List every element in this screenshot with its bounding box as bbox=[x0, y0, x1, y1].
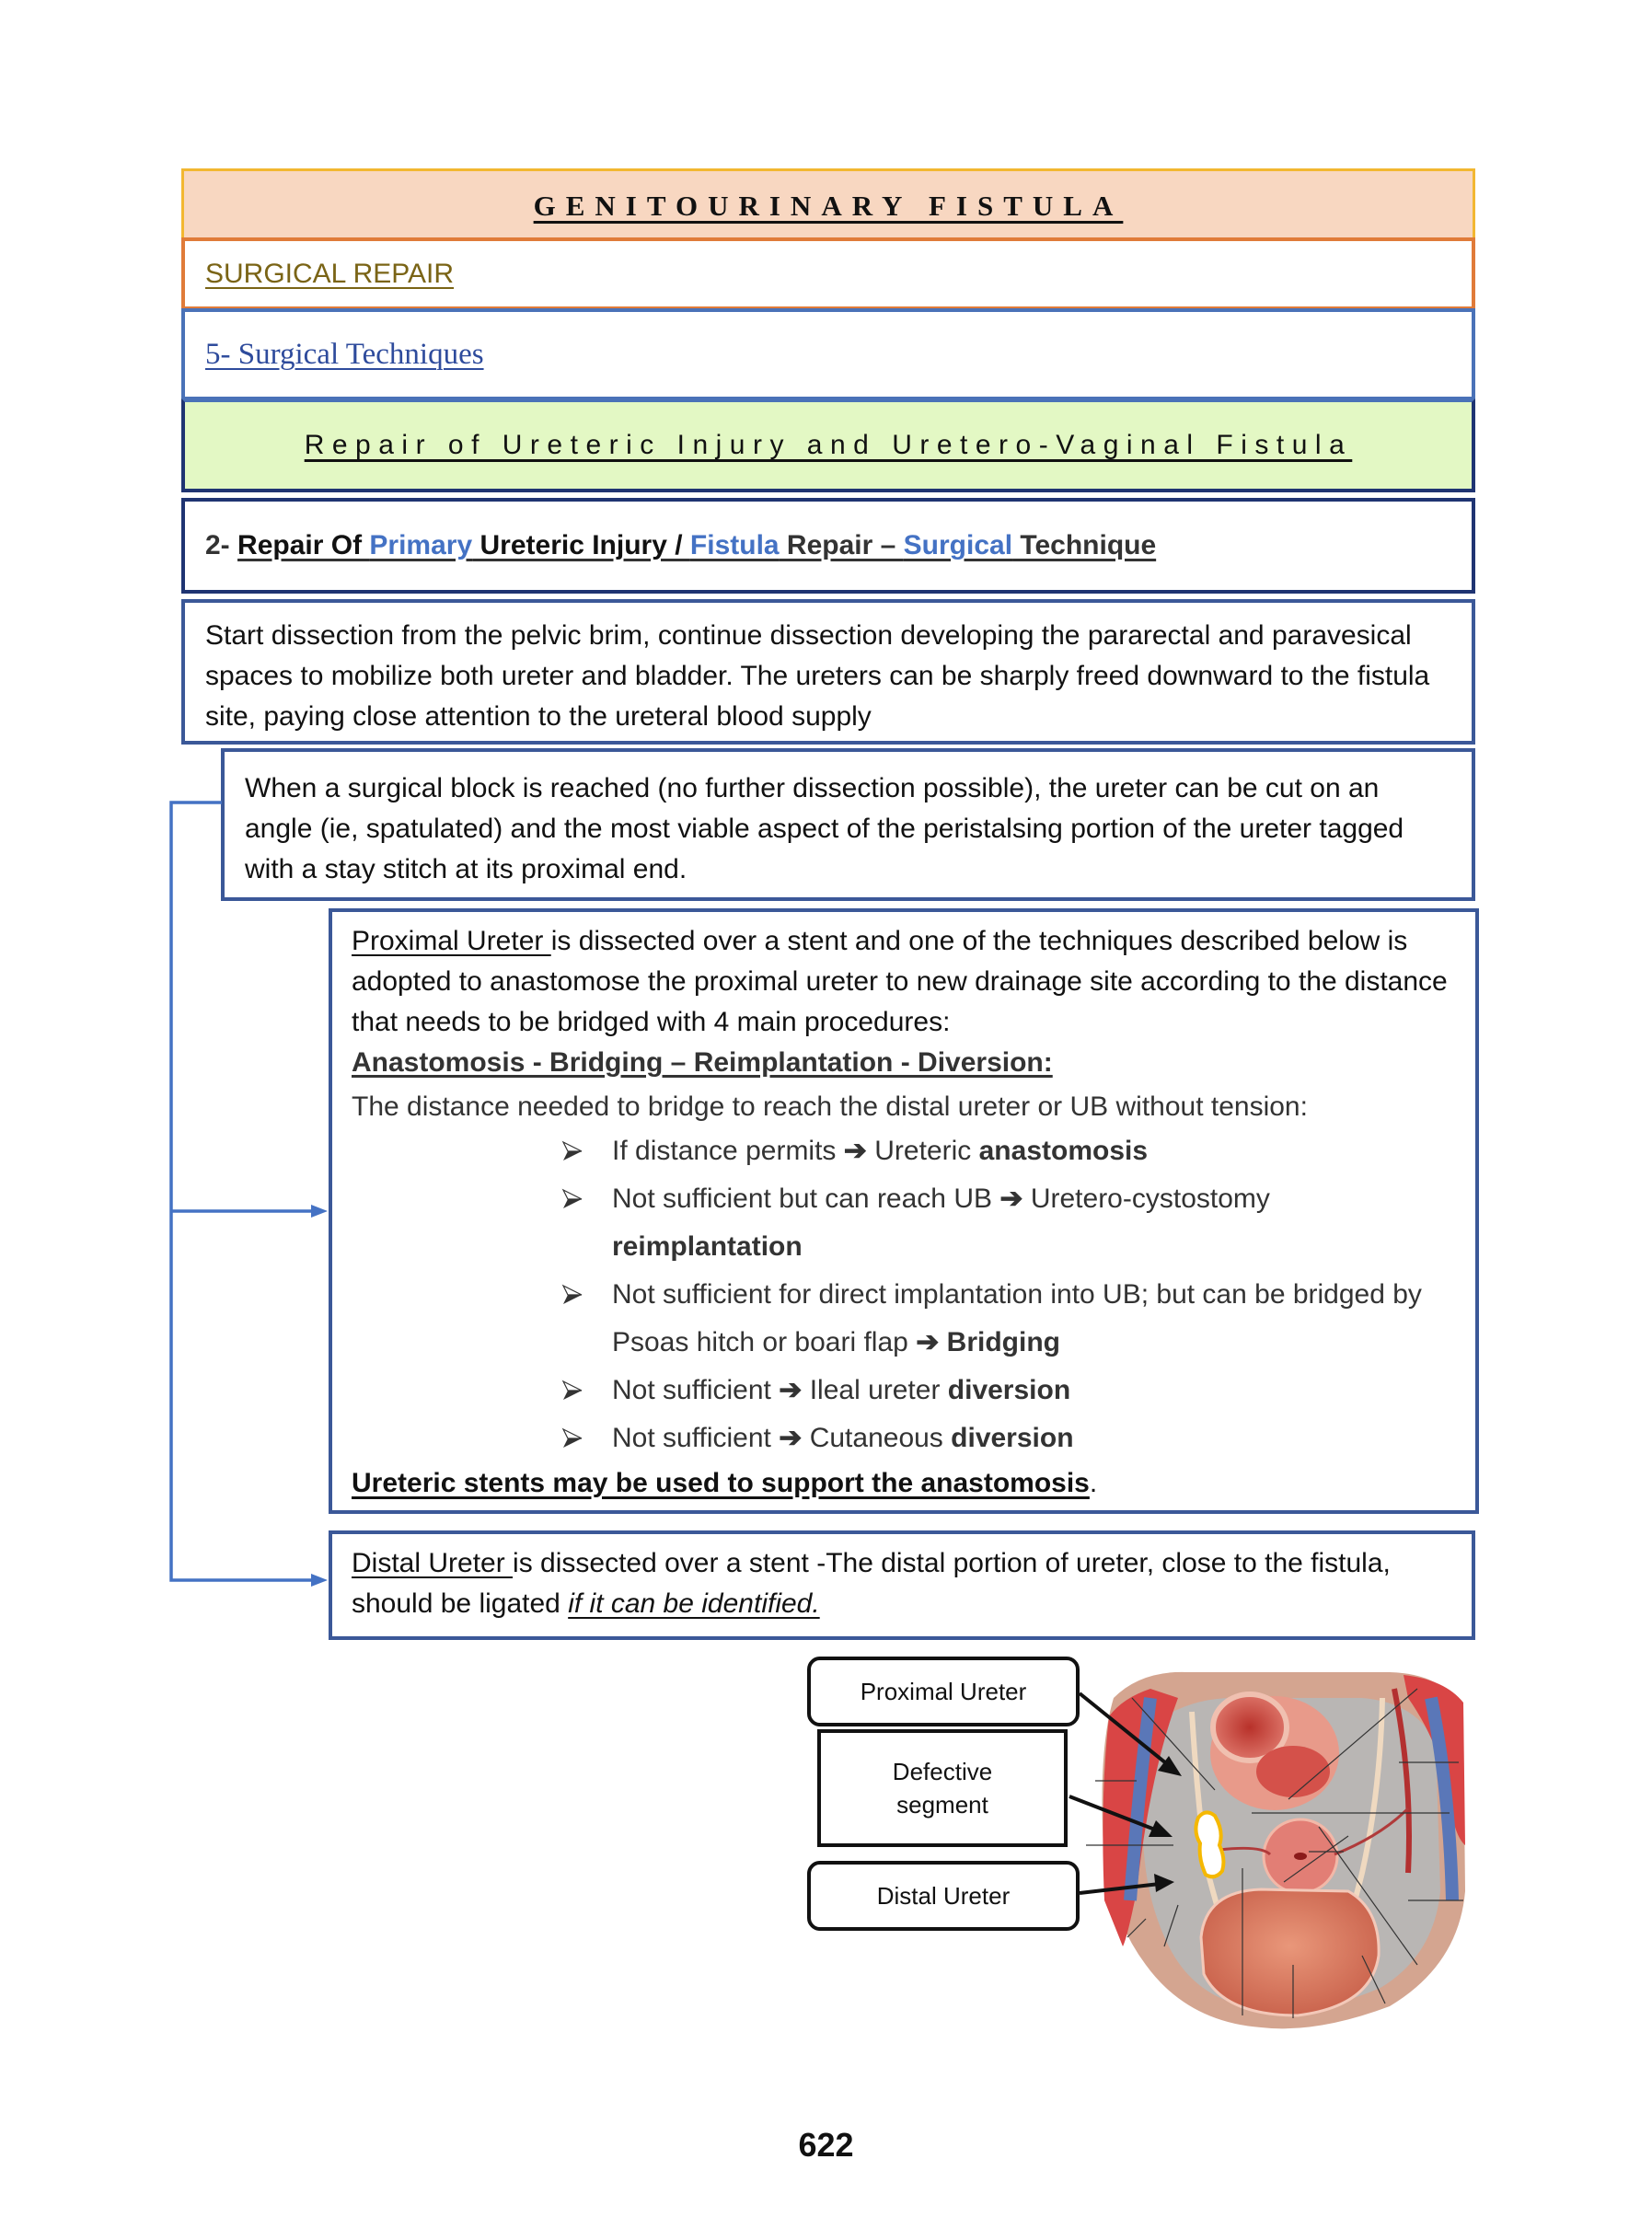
bullet-result-bold: diversion bbox=[947, 1375, 1071, 1405]
right-arrow-icon: ➔ bbox=[843, 1136, 867, 1166]
subsection-title: 5- Surgical Techniques bbox=[205, 337, 484, 371]
topic-title: Repair of Ureteric Injury and Uretero-Vaginal Fistula bbox=[304, 430, 1353, 460]
arrowhead-bullet-icon bbox=[561, 1380, 583, 1402]
procedure-list bbox=[561, 1127, 1457, 1462]
step-text: When a surgical block is reached (no further dissection possible), the ureter can be cut on an angle (ie, spatulated) and the most viable aspect of the peristalsing portion of the ureter tagged with a stay stitch at its proximal end. bbox=[245, 773, 1404, 884]
bullet-condition: Not sufficient bbox=[612, 1423, 771, 1453]
bullet-result: Uretero-cystostomy bbox=[1030, 1184, 1270, 1214]
label-text: Defective segment bbox=[892, 1758, 993, 1819]
subheading-primary: Primary bbox=[369, 530, 473, 560]
right-arrow-icon: ➔ bbox=[999, 1184, 1023, 1214]
bullet-condition: Not sufficient for direct implantation into UB; but can be bridged by Psoas hitch or boari flap bbox=[612, 1279, 1422, 1357]
subheading-fistula: Fistula bbox=[689, 530, 780, 560]
figure-arrows bbox=[1068, 1675, 1224, 1923]
flow-connector bbox=[156, 791, 341, 1601]
arrowhead-icon bbox=[311, 1574, 328, 1587]
arrowhead-bullet-icon bbox=[561, 1284, 583, 1306]
right-arrow-icon: ➔ bbox=[779, 1423, 803, 1453]
page-title: GENITOURINARY FISTULA bbox=[533, 189, 1124, 222]
procedures-heading: Anastomosis - Bridging – Reimplantation - Diversion: bbox=[352, 1047, 1053, 1078]
subheading-part: Repair Of bbox=[237, 530, 370, 560]
section-title: SURGICAL REPAIR bbox=[205, 258, 455, 289]
subheading-part: Technique bbox=[1012, 530, 1157, 560]
distal-ureter-box bbox=[329, 1530, 1475, 1640]
subheading-surgical: Surgical bbox=[903, 530, 1013, 560]
figure-label-defective bbox=[817, 1729, 1068, 1847]
bullet-result-bold: anastomosis bbox=[978, 1136, 1149, 1166]
distal-label: Distal Ureter bbox=[352, 1548, 514, 1578]
bullet-result: Ureteric bbox=[874, 1136, 979, 1166]
arrowhead-bullet-icon bbox=[561, 1427, 583, 1449]
step-start-dissection bbox=[181, 599, 1475, 745]
proximal-text: is dissected over a stent and one of the techniques described below is adopted to anastomose the proximal ureter to new drainage site according to the distance that needs to be bridged with 4 main procedures: bbox=[352, 926, 1448, 1037]
stents-note bbox=[352, 1462, 1457, 1505]
distal-text: is dissected over a stent -The distal portion of ureter, close to the fistula, should be ligated bbox=[352, 1548, 1391, 1619]
list-item bbox=[561, 1175, 1457, 1271]
bullet-result: Ileal ureter bbox=[809, 1375, 948, 1405]
bullet-condition: Not sufficient bbox=[612, 1375, 771, 1405]
list-item bbox=[561, 1414, 1457, 1462]
arrowhead-icon bbox=[311, 1205, 328, 1218]
arrowhead-icon bbox=[1154, 1874, 1174, 1892]
topic-banner bbox=[181, 398, 1475, 492]
bullet-result-bold: diversion bbox=[951, 1423, 1074, 1453]
proximal-label: Proximal Ureter bbox=[352, 926, 551, 956]
subsection-banner bbox=[181, 308, 1475, 400]
section-banner bbox=[181, 237, 1475, 310]
label-text: Proximal Ureter bbox=[860, 1678, 1027, 1705]
bullet-condition: Not sufficient but can reach UB bbox=[612, 1184, 992, 1214]
subheading-text bbox=[237, 530, 1156, 561]
step-text: Start dissection from the pelvic brim, continue dissection developing the pararectal and paravesical spaces to mobilize both ureter and bladder. The ureters can be sharply freed downward to the fistula site, paying close attention to the ureteral blood supply bbox=[205, 620, 1430, 732]
title-banner bbox=[181, 168, 1475, 240]
label-text: Distal Ureter bbox=[876, 1882, 1011, 1910]
bullet-result-bold: reimplantation bbox=[612, 1231, 803, 1262]
subheading-part: Repair – bbox=[779, 530, 904, 560]
subheading-part: Ureteric Injury / bbox=[472, 530, 690, 560]
bullet-result: Cutaneous bbox=[809, 1423, 952, 1453]
page-number: 622 bbox=[798, 2126, 854, 2164]
right-arrow-icon: ➔ bbox=[916, 1327, 940, 1357]
list-item bbox=[561, 1271, 1457, 1367]
subheading-box bbox=[181, 498, 1475, 594]
list-item bbox=[561, 1367, 1457, 1414]
proximal-intro bbox=[352, 921, 1457, 1043]
figure-label-proximal bbox=[807, 1657, 1080, 1726]
bullet-condition: If distance permits bbox=[612, 1136, 837, 1166]
subheading-number: 2- bbox=[205, 530, 230, 560]
list-item bbox=[561, 1127, 1457, 1175]
proximal-ureter-box bbox=[329, 908, 1479, 1514]
distance-intro: The distance needed to bridge to reach the distal ureter or UB without tension: bbox=[352, 1091, 1308, 1122]
distal-italic: if it can be identified. bbox=[568, 1588, 820, 1619]
bullet-result-bold: Bridging bbox=[946, 1327, 1060, 1357]
figure-label-distal bbox=[807, 1861, 1080, 1931]
stents-period: . bbox=[1089, 1468, 1098, 1498]
arrowhead-bullet-icon bbox=[561, 1140, 583, 1162]
arrowhead-bullet-icon bbox=[561, 1188, 583, 1210]
stents-note-text: Ureteric stents may be used to support the anastomosis bbox=[352, 1468, 1090, 1498]
step-surgical-block bbox=[221, 748, 1475, 901]
right-arrow-icon: ➔ bbox=[779, 1375, 803, 1405]
